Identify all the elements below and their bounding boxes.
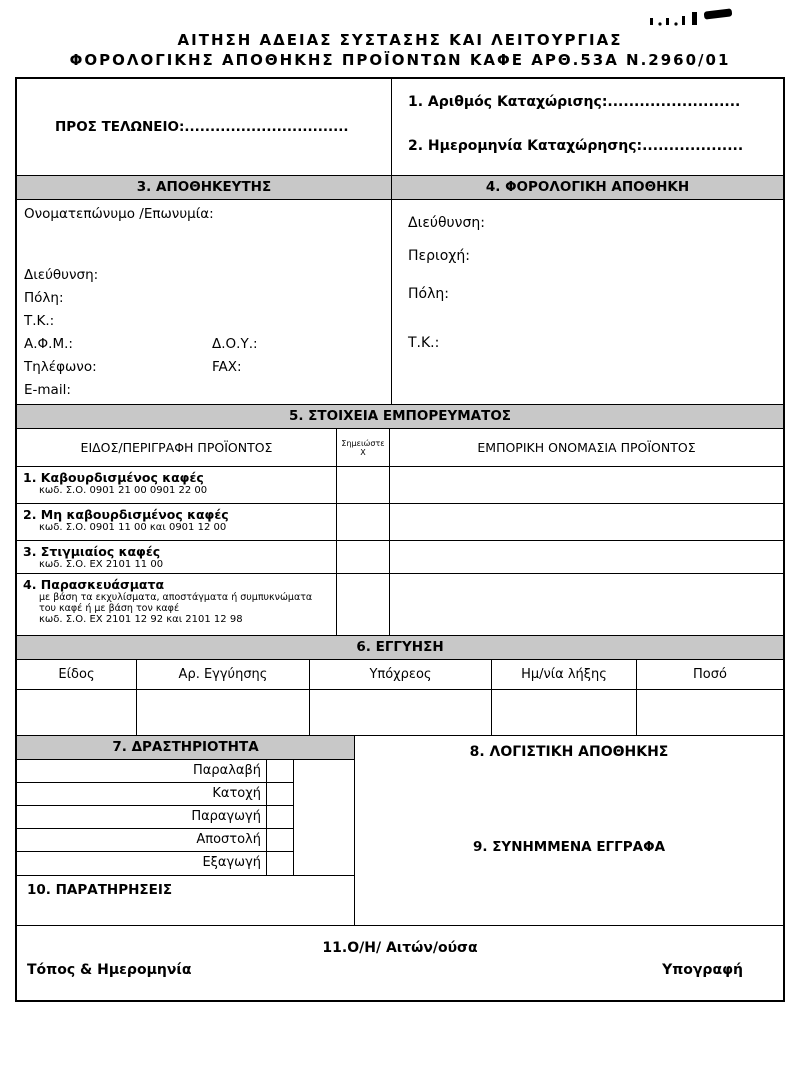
form-title (0, 30, 800, 70)
product-4-code: κωδ. Σ.Ο. ΕΧ 2101 12 92 και 2101 12 98 (39, 614, 243, 625)
product-4-description (17, 574, 337, 635)
tw-city-label: Πόλη: (408, 286, 449, 302)
activity-label: Εξαγωγή (17, 852, 267, 875)
activity-checkbox-dispatch[interactable] (267, 829, 294, 852)
place-date-label: Τόπος & Ημερομηνία (27, 962, 192, 978)
sections-7-8-9-10-row (17, 736, 783, 926)
goods-col-name-header: ΕΜΠΟΡΙΚΗ ΟΝΟΜΑΣΙΑ ΠΡΟΪΟΝΤΟΣ (477, 440, 696, 455)
guarantee-col-number: Αρ. Εγγύησης (137, 660, 310, 689)
product-1-description (17, 467, 337, 503)
tax-warehouse-fields (392, 200, 783, 404)
section4-header: 4. ΦΟΡΟΛΟΓΙΚΗ ΑΠΟΘΗΚΗ (485, 179, 690, 195)
form-title-line1: ΑΙΤΗΣΗ ΑΔΕΙΑΣ ΣΥΣΤΑΣΗΣ ΚΑΙ ΛΕΙΤΟΥΡΓΙΑΣ (177, 31, 623, 49)
activity-column (17, 736, 355, 925)
activity-row-possession (17, 783, 354, 806)
signature-label: Υπογραφή (662, 962, 743, 978)
section8-header: 8. ΛΟΓΙΣΤΙΚΗ ΑΠΟΘΗΚΗΣ (469, 744, 669, 760)
product-4-desc: με βάση τα εκχυλίσματα, αποστάγματα ή συμπυκνώματα του καφέ ή με βάση τον καφέ (39, 592, 313, 614)
section6-header: 6. ΕΓΓΥΗΣΗ (17, 636, 783, 660)
wk-fax-label: FAX: (212, 359, 242, 375)
guarantee-type-cell[interactable] (17, 690, 137, 735)
accounting-attachments-column[interactable] (355, 736, 783, 925)
guarantee-expiry-cell[interactable] (492, 690, 637, 735)
wk-postal-label: Τ.Κ.: (24, 313, 55, 329)
product-2-name: 2. Μη καβουρδισμένος καφές (23, 507, 229, 522)
guarantee-number-cell[interactable] (137, 690, 310, 735)
product-3-code: κωδ. Σ.Ο. ΕΧ 2101 11 00 (39, 559, 164, 570)
activity-checkbox-production[interactable] (267, 806, 294, 829)
product-row-roasted (17, 467, 783, 504)
registration-date-field: 2. Ημερομηνία Καταχώρησης:................... (408, 138, 744, 154)
product-2-description (17, 504, 337, 540)
activity-row-receipt (17, 760, 354, 783)
wk-address-label: Διεύθυνση: (24, 267, 99, 283)
to-customs-cell (17, 79, 392, 175)
product-4-mark-cell[interactable] (337, 574, 390, 635)
activity-row-export (17, 852, 354, 875)
wk-city-label: Πόλη: (24, 290, 64, 306)
product-2-code: κωδ. Σ.Ο. 0901 11 00 και 0901 12 00 (39, 522, 227, 533)
guarantee-col-expiry: Ημ/νία λήξης (492, 660, 637, 689)
activity-label: Κατοχή (17, 783, 267, 806)
section5-header: 5. ΣΤΟΙΧΕΙΑ ΕΜΠΟΡΕΥΜΑΤΟΣ (17, 405, 783, 429)
goods-col-type-header: ΕΙΔΟΣ/ΠΕΡΙΓΡΑΦΗ ΠΡΟΪΟΝΤΟΣ (17, 429, 337, 466)
section7-header: 7. ΔΡΑΣΤΗΡΙΟΤΗΤΑ (17, 736, 354, 760)
goods-col-mark-line1: Σημειώστε (341, 438, 385, 448)
wk-afm-doy-line (24, 333, 383, 356)
product-row-unroasted (17, 504, 783, 541)
warehouse-keeper-fields (17, 200, 392, 404)
goods-table-header (17, 429, 783, 467)
form-title-line2: ΦΟΡΟΛΟΓΙΚΗΣ ΑΠΟΘΗΚΗΣ ΠΡΟΪΟΝΤΩΝ ΚΑΦΕ ΑΡΘ.53Α Ν.2960/01 (69, 51, 731, 69)
wk-phone-label: Τηλέφωνο: (24, 359, 97, 375)
product-2-commercial-name-cell[interactable] (390, 504, 783, 540)
section-3-4-header-row (17, 176, 783, 200)
tw-address-label: Διεύθυνση: (408, 215, 485, 231)
activity-label: Παραλαβή (17, 760, 267, 783)
section-3-4-body-row (17, 200, 783, 405)
guarantee-obligor-cell[interactable] (310, 690, 492, 735)
guarantee-table-header (17, 660, 783, 690)
section9-header: 9. ΣΥΝΗΜΜΕΝΑ ΕΓΓΡΑΦΑ (472, 839, 666, 855)
product-1-name: 1. Καβουρδισμένος καφές (23, 470, 204, 485)
application-form (15, 77, 785, 1002)
tw-postal-label: Τ.Κ.: (408, 335, 440, 351)
wk-afm-label: Α.Φ.Μ.: (24, 336, 73, 352)
activity-row-dispatch (17, 829, 354, 852)
section10-header: 10. ΠΑΡΑΤΗΡΗΣΕΙΣ (27, 882, 173, 898)
registration-number-field: 1. Αριθμός Καταχώρισης:......................... (408, 94, 741, 110)
activity-row-production (17, 806, 354, 829)
signature-section (17, 926, 783, 1000)
activity-checkbox-export[interactable] (267, 852, 294, 875)
goods-col-mark-header (337, 429, 390, 466)
remarks-area[interactable] (17, 875, 354, 925)
product-3-description (17, 541, 337, 573)
section3-header: 3. ΑΠΟΘΗΚΕΥΤΗΣ (17, 176, 392, 199)
product-3-name: 3. Στιγμιαίος καφές (23, 544, 161, 559)
product-1-commercial-name-cell[interactable] (390, 467, 783, 503)
guarantee-amount-cell[interactable] (637, 690, 783, 735)
product-row-preparations (17, 574, 783, 636)
guarantee-col-amount: Ποσό (693, 667, 727, 682)
guarantee-col-type: Είδος (17, 660, 137, 689)
product-row-instant (17, 541, 783, 574)
activity-label: Αποστολή (17, 829, 267, 852)
wk-doy-label: Δ.Ο.Υ.: (212, 336, 258, 352)
to-customs-label: ΠΡΟΣ ΤΕΛΩΝΕΙΟ:................................ (55, 119, 349, 135)
guarantee-col-obligor: Υπόχρεος (310, 660, 492, 689)
applicant-label: 11.Ο/Η/ Αιτών/ούσα (322, 940, 478, 956)
activity-checkbox-receipt[interactable] (267, 760, 294, 783)
goods-col-mark-line2: Χ (360, 447, 366, 457)
wk-phone-fax-line (24, 356, 383, 379)
activity-label: Παραγωγή (17, 806, 267, 829)
product-4-commercial-name-cell[interactable] (390, 574, 783, 635)
registration-row (17, 79, 783, 176)
scan-artifact (648, 6, 748, 30)
guarantee-entry-row (17, 690, 783, 736)
tw-area-label: Περιοχή: (408, 248, 470, 264)
registration-cell (392, 79, 783, 175)
product-2-mark-cell[interactable] (337, 504, 390, 540)
product-4-name: 4. Παρασκευάσματα (23, 577, 165, 592)
product-1-mark-cell[interactable] (337, 467, 390, 503)
product-3-mark-cell[interactable] (337, 541, 390, 573)
product-3-commercial-name-cell[interactable] (390, 541, 783, 573)
signature-row (17, 962, 783, 978)
wk-email-label: E-mail: (24, 382, 71, 398)
product-1-code: κωδ. Σ.Ο. 0901 21 00 0901 22 00 (39, 485, 208, 496)
activity-checkbox-possession[interactable] (267, 783, 294, 806)
wk-name-label: Ονοματεπώνυμο /Επωνυμία: (24, 206, 214, 222)
